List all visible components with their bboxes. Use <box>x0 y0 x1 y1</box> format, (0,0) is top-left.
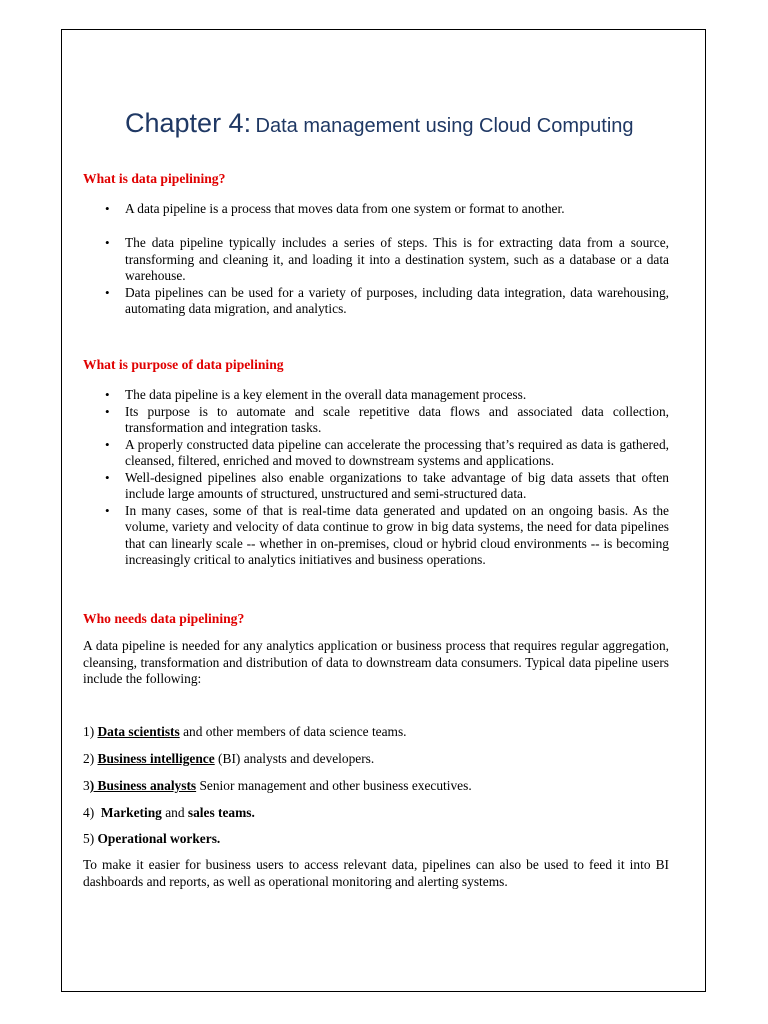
closing-paragraph: To make it easier for business users to access relevant data, pipelines can also be used to feed it into BI dashboards and reports, as well as operational monitoring and alerting systems. <box>83 857 669 889</box>
user-number: 4) <box>83 805 101 820</box>
user-desc: and other members of data science teams. <box>179 724 407 739</box>
bullet-item: • A properly constructed data pipeline can accelerate the processing that’s required as data is gathered, cleansed, filtered, enriched and moved to downstream systems and applications. <box>83 437 669 470</box>
intro-paragraph: A data pipeline is needed for any analytics application or business process that requires regular aggregation, cleansing, transformation and distribution of data to downstream data consumers. Typical data pipeline users include the following: <box>83 638 669 686</box>
user-item <box>83 724 407 741</box>
bullet-item: • Data pipelines can be used for a variety of purposes, including data integration, data warehousing, automating data migration, and analytics. <box>83 285 669 318</box>
bullet-item: • Well-designed pipelines also enable organizations to take advantage of big data assets that often include large amounts of structured, unstructured and semi-structured data. <box>83 470 669 503</box>
user-item <box>83 805 255 822</box>
user-desc: Senior management and other business executives. <box>196 778 472 793</box>
user-item <box>83 831 220 848</box>
user-number: 5) <box>83 831 98 846</box>
user-term: Operational workers. <box>97 831 221 846</box>
bullet-list <box>83 201 669 218</box>
bullet-item: • In many cases, some of that is real-time data generated and updated on an ongoing basis. As the volume, variety and velocity of data continue to grow in big data systems, the need for data pipelines that can linearly scale -- whether in on-premises, cloud or hybrid cloud environments -- is becoming increasingly critical to analytics initiatives and business operations. <box>83 503 669 569</box>
user-desc: and <box>161 805 188 820</box>
user-term: sales teams. <box>187 805 255 820</box>
bullet-item: • The data pipeline typically includes a series of steps. This is for extracting data from a source, transforming and cleaning it, and loading it into a destination system, such as a database or a data warehouse. <box>83 235 669 285</box>
bullet-list <box>83 387 669 569</box>
bullet-item: • Its purpose is to automate and scale repetitive data flows and associated data collection, transformation and integration tasks. <box>83 404 669 437</box>
section-heading: What is purpose of data pipelining <box>83 357 284 372</box>
document-page <box>61 29 706 992</box>
user-number: 2) <box>83 751 98 766</box>
bullet-list <box>83 235 669 318</box>
chapter-subtitle: Data management using Cloud Computing <box>255 115 634 137</box>
user-number: 1) <box>83 724 98 739</box>
user-term: ) Business analysts <box>89 778 197 793</box>
section-heading: What is data pipelining? <box>83 171 226 186</box>
user-desc: (BI) analysts and developers. <box>214 751 375 766</box>
user-term: Marketing <box>100 805 162 820</box>
bullet-item: • A data pipeline is a process that moves data from one system or format to another. <box>83 201 669 218</box>
bullet-item: • The data pipeline is a key element in the overall data management process. <box>83 387 669 404</box>
chapter-title <box>125 108 634 139</box>
section-heading: Who needs data pipelining? <box>83 611 245 626</box>
user-term: Business intelligence <box>97 751 215 766</box>
user-item <box>83 778 472 795</box>
user-term: Data scientists <box>97 724 180 739</box>
user-item <box>83 751 374 768</box>
user-number: 3 <box>83 778 90 793</box>
chapter-number: Chapter 4: <box>125 108 252 138</box>
